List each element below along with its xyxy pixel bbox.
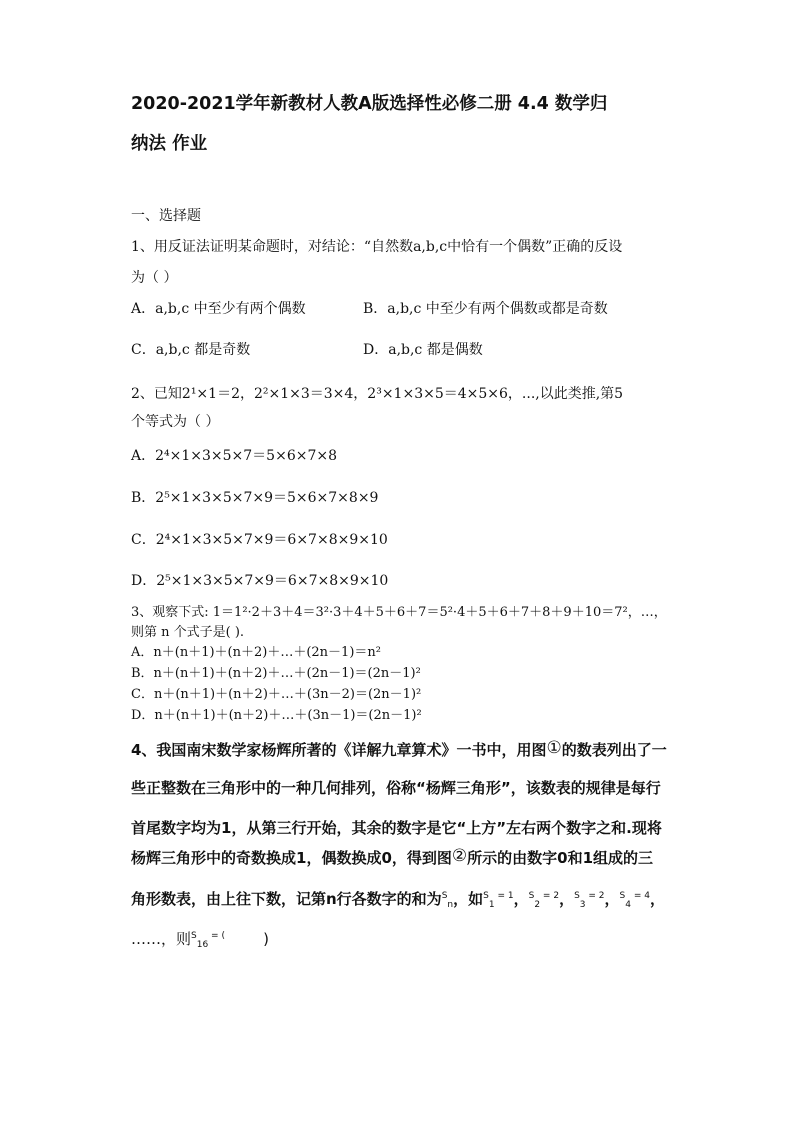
q2-stem-line-2: 个等式为（ ） [131,414,220,430]
q2-option-c: C．2⁴×1×3×5×7×9＝6×7×8×9×10 [131,532,388,548]
q3-stem-line-2: 则第 n 个式子是( ). [131,625,245,640]
q1-stem-line-2: 为（ ） [131,270,178,286]
q1-option-c: C．a,b,c 都是奇数 [131,342,251,358]
s2-formula: $^S_2$ $^{= 2}$ [528,891,560,910]
q4-stem-line-2: 些正整数在三角形中的一种几何排列，俗称“杨辉三角形”，该数表的规律是每行 [131,779,661,797]
s3-formula: $^S_3$ $^{= 2}$ [574,891,605,910]
q1-stem-line-1: 1、用反证法证明某命题时，对结论：“自然数a,b,c中恰有一个偶数”正确的反设 [131,239,623,255]
figure-1-marker: ① [546,738,562,758]
q4-text: 4、我国南宋数学家杨辉所著的《详解九章算术》一书中，用图 [131,741,547,759]
q4-stem-line-3: 首尾数字均为1，从第三行开始，其余的数字是它“上方”左右两个数字之和.现将 [131,819,662,837]
q4-text: ……，则 [131,930,192,948]
section-heading: 一、选择题 [131,208,201,224]
q4-text: ，如 [453,890,484,908]
q4-answer-blank: ) [224,930,269,948]
s16-formula: $^S_{16}$ = ( [191,931,225,950]
q4-stem-line-5: 角形数表，由上往下数，记第n行各数字的和为$^S_n$，如$^S_1$ $^{= 1}$，$^S_2$ $^{= 2}$，$^S_3$ $^{= 2}$，$^S_4$ $^{= 4}$， [131,890,666,910]
q3-option-b: B．n＋(n＋1)＋(n＋2)＋…＋(2n－1)＝(2n－1)² [131,666,421,681]
q3-option-d: D．n＋(n＋1)＋(n＋2)＋…＋(3n－1)＝(2n－1)² [131,708,422,723]
q4-text: 所示的由数字0和1组成的三 [467,849,654,867]
document-title-line-2: 纳法 作业 [131,134,208,154]
q4-text: 杨辉三角形中的奇数换成1，偶数换成0，得到图 [131,849,452,867]
q4-text: 的数表列出了一 [561,741,667,759]
q4-stem-line-1 [131,737,667,761]
document-title-line-1: 2020-2021学年新教材人教A版选择性必修二册 4.4 数学归 [131,94,608,114]
q3-option-a: A．n＋(n＋1)＋(n＋2)＋…＋(2n－1)＝n² [131,645,381,660]
q2-stem-line-1: 2、已知2¹×1＝2，2²×1×3＝3×4，2³×1×3×5＝4×5×6，...,以此类推,第5 [131,386,624,402]
q4-stem-line-4 [131,845,653,869]
q1-option-b: B．a,b,c 中至少有两个偶数或都是奇数 [363,301,608,317]
q1-option-a: A．a,b,c 中至少有两个偶数 [131,301,306,317]
sn-symbol: $^S_n$ [441,891,454,910]
q4-text: 角形数表，由上往下数，记第n行各数字的和为 [131,890,442,908]
q2-option-a: A．2⁴×1×3×5×7＝5×6×7×8 [131,448,338,464]
s4-formula: $^S_4$ $^{= 4}$ [619,891,650,910]
s1-formula: $^S_1$ $^{= 1}$ [483,891,514,910]
figure-2-marker: ② [451,846,468,866]
q2-option-b: B．2⁵×1×3×5×7×9＝5×6×7×8×9 [131,490,379,506]
q4-stem-line-6 [131,925,269,956]
q3-stem-line-1: 3、观察下式: 1＝1²·2＋3＋4＝3²·3＋4＋5＋6＋7＝5²·4＋5＋6＋7＋8＋9＋10＝7²，…， [131,605,667,620]
q1-option-d: D．a,b,c 都是偶数 [363,342,483,358]
q2-option-d: D．2⁵×1×3×5×7×9＝6×7×8×9×10 [131,573,389,589]
q3-option-c: C．n＋(n＋1)＋(n＋2)＋…＋(3n－2)＝(2n－1)² [131,687,422,702]
